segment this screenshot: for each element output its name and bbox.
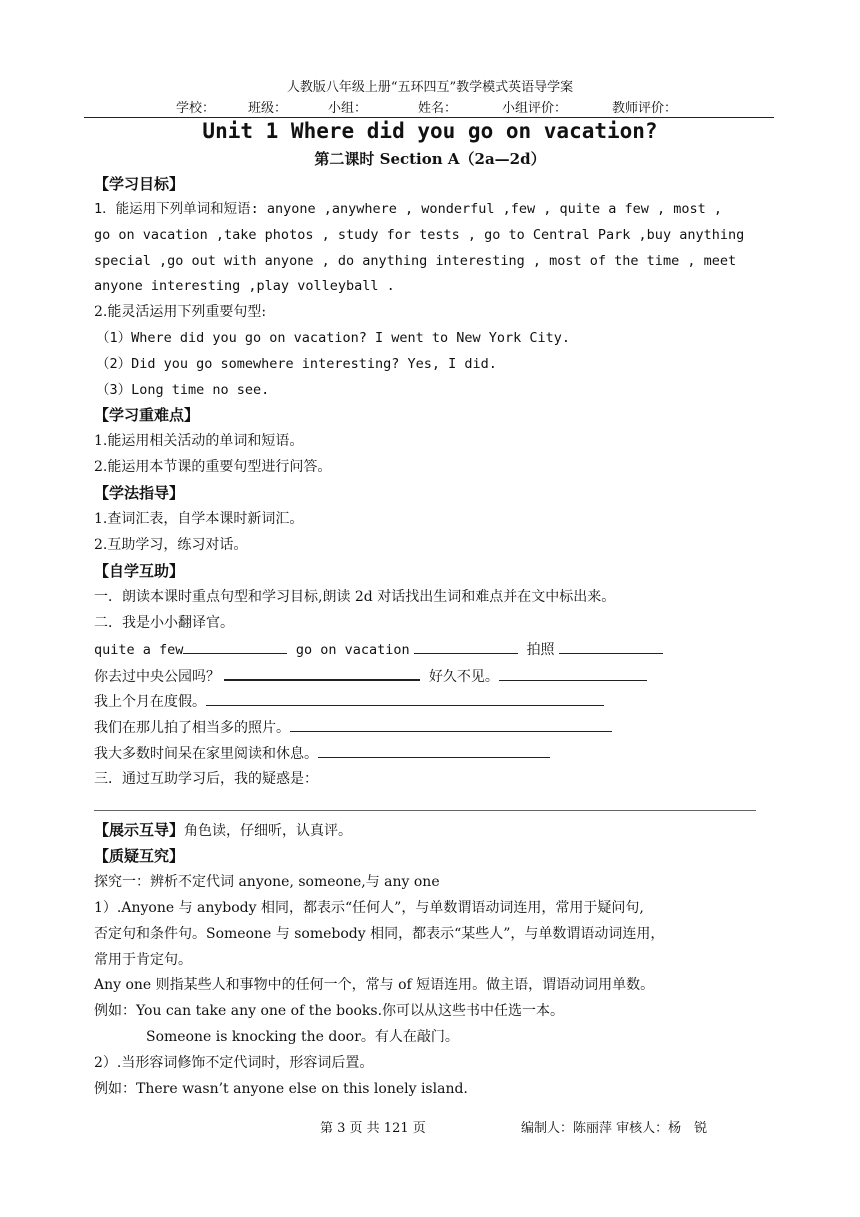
answer-blank[interactable] xyxy=(206,691,604,706)
goals-item1-line4: anyone interesting ,play volleyball . xyxy=(94,278,395,294)
explore-1-title: 探究一：辨析不定代词 anyone, someone,与 any one xyxy=(94,874,440,890)
translation-row-4 xyxy=(94,717,612,738)
term-central-park: 你去过中央公园吗？ xyxy=(94,669,220,685)
answer-blank[interactable] xyxy=(559,639,663,654)
display-heading: 【展示互导】 xyxy=(94,821,185,839)
goals-item2: 2.能灵活运用下列重要句型: xyxy=(94,304,267,320)
sentence-2: （2）Did you go somewhere interesting? Yes, I did. xyxy=(96,356,497,372)
term-photos: 我们在那儿拍了相当多的照片。 xyxy=(94,720,290,736)
answer-blank[interactable] xyxy=(499,666,647,681)
translation-row-3 xyxy=(94,691,604,712)
school-field-label: 学校： xyxy=(176,101,216,116)
class-field-label: 班级： xyxy=(248,101,288,116)
self-study-item-2: 二．我是小小翻译官。 xyxy=(94,615,234,631)
goals-heading: 【学习目标】 xyxy=(94,175,185,193)
example-1: 例如：You can take any one of the books.你可以从这些书中任选一本。 xyxy=(94,1003,565,1019)
term-quite-a-few: quite a few xyxy=(94,642,184,658)
sentence-1: （1）Where did you go on vacation? I went to New York City. xyxy=(96,330,571,346)
answer-blank[interactable] xyxy=(318,743,550,758)
guidance-item-1: 1.查词汇表，自学本课时新词汇。 xyxy=(94,511,304,527)
example-3: 例如：There wasn’t anyone else on this lonely island. xyxy=(94,1081,468,1097)
sentence-3: （3）Long time no see. xyxy=(96,382,270,398)
inquiry-p1-line3: 常用于肯定句。 xyxy=(94,952,192,968)
term-most-time: 我大多数时间呆在家里阅读和休息。 xyxy=(94,746,318,762)
answer-blank[interactable] xyxy=(290,717,612,732)
example-2: Someone is knocking the door。有人在敲门。 xyxy=(146,1029,459,1045)
question-answer-line[interactable] xyxy=(94,810,756,811)
goals-item1-line3: special ,go out with anyone , do anything interesting , most of the time , meet xyxy=(94,253,737,269)
teacher-evaluation-label: 教师评价： xyxy=(612,101,678,116)
term-on-vacation: 我上个月在度假。 xyxy=(94,694,206,710)
translation-row-5 xyxy=(94,743,550,764)
inquiry-heading: 【质疑互究】 xyxy=(94,847,185,865)
difficulties-item-1: 1.能运用相关活动的单词和短语。 xyxy=(94,433,304,449)
page-number: 第 3 页 共 121 页 xyxy=(320,1121,426,1136)
self-study-item-3: 三．通过互助学习后，我的疑惑是： xyxy=(94,771,318,787)
guidance-heading: 【学法指导】 xyxy=(94,484,185,502)
answer-blank[interactable] xyxy=(414,639,518,654)
self-study-heading: 【自学互助】 xyxy=(94,562,185,580)
display-text: 角色读，仔细听，认真评。 xyxy=(184,823,353,839)
guidance-item-2: 2.互助学习，练习对话。 xyxy=(94,537,248,553)
difficulties-heading: 【学习重难点】 xyxy=(94,406,200,424)
display-section xyxy=(94,820,352,841)
answer-blank[interactable] xyxy=(224,665,420,681)
translation-row-1 xyxy=(94,639,663,660)
term-take-photos: 拍照 xyxy=(526,642,555,658)
header-title: 人教版八年级上册“五环四互”教学模式英语导学案 xyxy=(286,80,574,95)
inquiry-p1-line1: 1）.Anyone 与 anybody 相同，都表示“任何人”，与单数谓语动词连用，常用于疑问句, xyxy=(94,900,644,916)
term-go-on-vacation: go on vacation xyxy=(295,642,410,658)
goals-item1-line2: go on vacation ,take photos , study for tests , go to Central Park ,buy anything xyxy=(94,227,745,243)
name-field-label: 姓名： xyxy=(418,101,458,116)
editor-credit: 编制人：陈丽萍 审核人：杨 锐 xyxy=(521,1121,708,1136)
header-divider xyxy=(84,117,774,118)
page-subtitle: 第二课时 Section A（2a—2d） xyxy=(314,150,546,168)
group-evaluation-label: 小组评价： xyxy=(502,101,568,116)
answer-blank[interactable] xyxy=(183,639,287,654)
inquiry-p3: 2）.当形容词修饰不定代词时，形容词后置。 xyxy=(94,1055,374,1071)
difficulties-item-2: 2.能运用本节课的重要句型进行问答。 xyxy=(94,459,332,475)
term-long-time: 好久不见。 xyxy=(428,669,499,685)
goals-item1-line1: 1．能运用下列单词和短语: anyone ,anywhere , wonderful ,few , quite a few , most , xyxy=(94,201,723,217)
group-field-label: 小组： xyxy=(328,101,368,116)
self-study-item-1: 一．朗读本课时重点句型和学习目标,朗读 2d 对话找出生词和难点并在文中标出来。 xyxy=(94,589,616,605)
translation-row-2 xyxy=(94,665,647,687)
page-title: Unit 1 Where did you go on vacation? xyxy=(202,119,658,143)
inquiry-p2: Any one 则指某些人和事物中的任何一个，常与 of 短语连用。做主语，谓语动词用单数。 xyxy=(94,977,655,993)
inquiry-p1-line2: 否定句和条件句。Someone 与 somebody 相同，都表示“某些人”，与单数谓语动词连用， xyxy=(94,926,665,942)
